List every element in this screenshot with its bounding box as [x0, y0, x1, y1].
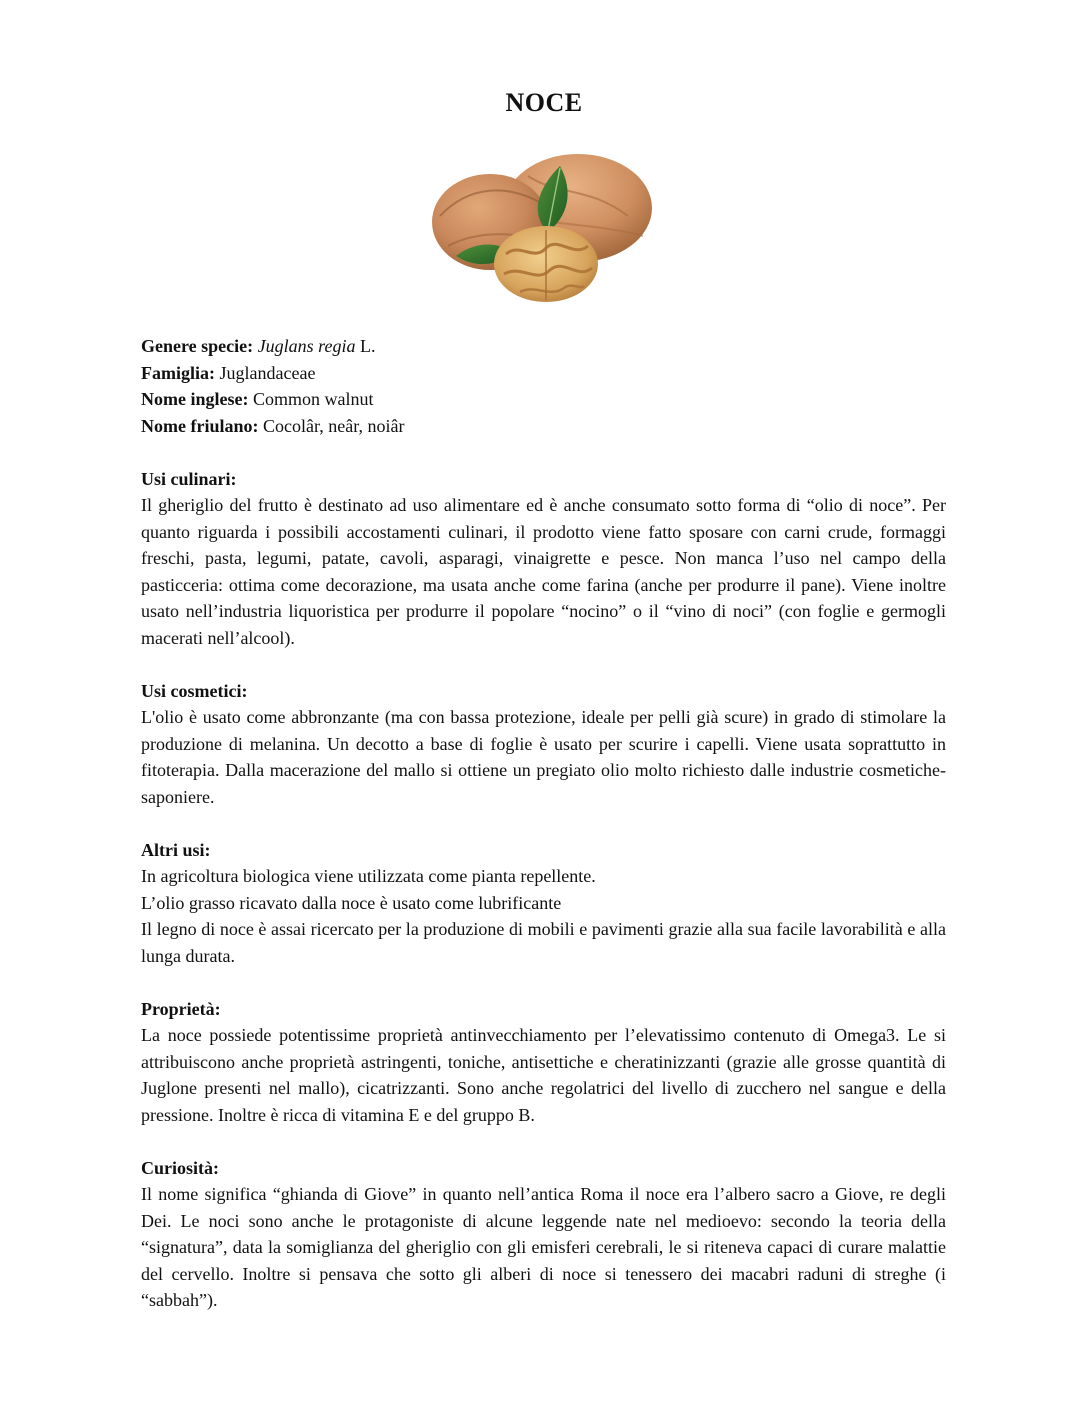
species-info	[141, 333, 946, 439]
friulian-name-label: Nome friulano:	[141, 415, 259, 436]
document-body	[141, 333, 946, 1314]
english-name-value: Common walnut	[248, 389, 374, 409]
section-other-uses	[141, 837, 946, 970]
friulian-name-value: Cocolâr, neâr, noiâr	[258, 415, 405, 436]
section-text-curiosity: Il nome significa “ghianda di Giove” in quanto nell’antica Roma il noce era l’albero sacro a Giove, re degli Dei. Le noci sono anche le protagoniste di alcune leggende nate nel medioevo: secondo la teoria della “signatura”, data la somiglianza del gheriglio con gli emisferi cerebrali, le si riteneva capaci di curare malattie del cervello. Inoltre si pensava che sotto gli alberi di noce si tenessero dei macabri raduni di streghe (i “sabbah”).	[141, 1184, 946, 1310]
section-text-culinary: Il gheriglio del frutto è destinato ad uso alimentare ed è anche consumato sotto forma di “olio di noce”. Per quanto riguarda i possibili accostamenti culinari, il prodotto viene fatto sposare con carni crude, formaggi freschi, pasta, legumi, patate, cavoli, asparagi, vinaigrette e pesce. Non manca l’uso nel campo della pasticceria: ottima come decorazione, ma usata anche come farina (anche per produrre il pane). Viene inoltre usato nell’industria liquoristica per produrre il popolare “nocino” o il “vino di noci” (con foglie e germogli macerati nell’alcool).	[141, 495, 946, 648]
section-heading-culinary: Usi culinari:	[141, 468, 237, 489]
family-label: Famiglia:	[141, 362, 215, 383]
section-curiosity	[141, 1155, 946, 1314]
english-name-label: Nome inglese:	[141, 389, 249, 409]
other-uses-line: In agricoltura biologica viene utilizzata come pianta repellente.	[141, 866, 596, 886]
section-properties	[141, 996, 946, 1129]
family-line	[141, 360, 946, 387]
family-value: Juglandaceae	[215, 362, 316, 383]
section-heading-properties: Proprietà:	[141, 998, 221, 1019]
other-uses-line: Il legno di noce è assai ricercato per la produzione di mobili e pavimenti grazie alla sua facile lavorabilità e alla lunga durata.	[141, 919, 946, 966]
section-heading-curiosity: Curiosità:	[141, 1157, 219, 1178]
friulian-name-line	[141, 413, 946, 440]
english-name-line	[141, 386, 946, 413]
walnut-kernel	[494, 226, 598, 302]
genus-suffix: L.	[355, 336, 376, 356]
genus-value: Juglans regia	[257, 336, 356, 356]
section-heading-cosmetic: Usi cosmetici:	[141, 680, 248, 701]
section-culinary	[141, 466, 946, 652]
section-text-cosmetic: L'olio è usato come abbronzante (ma con bassa protezione, ideale per pelli già scure) in grado di stimolare la produzione di melanina. Un decotto a base di foglie è usato per scurire i capelli. Viene usata soprattutto in fitoterapia. Dalla macerazione del mallo si ottiene un pregiato olio molto richiesto dalle industrie cosmetiche-saponiere.	[141, 707, 946, 807]
page-title: NOCE	[505, 88, 583, 117]
other-uses-line: L’olio grasso ricavato dalla noce è usato come lubrificante	[141, 892, 562, 913]
section-text-properties: La noce possiede potentissime proprietà antinvecchiamento per l’elevatissimo contenuto di Omega3. Le si attribuiscono anche proprietà astringenti, toniche, antisettiche e cheratinizzanti (grazie alle grosse quantità di Juglone presenti nel mallo), cicatrizzanti. Sono anche regolatrici del livello di zucchero nel sangue e della pressione. Inoltre è ricca di vitamina E e del gruppo B.	[141, 1025, 946, 1125]
section-cosmetic	[141, 678, 946, 811]
genus-label: Genere specie:	[141, 336, 254, 356]
genus-line	[141, 333, 946, 360]
walnut-illustration	[428, 146, 660, 314]
section-heading-other-uses: Altri usi:	[141, 839, 211, 860]
